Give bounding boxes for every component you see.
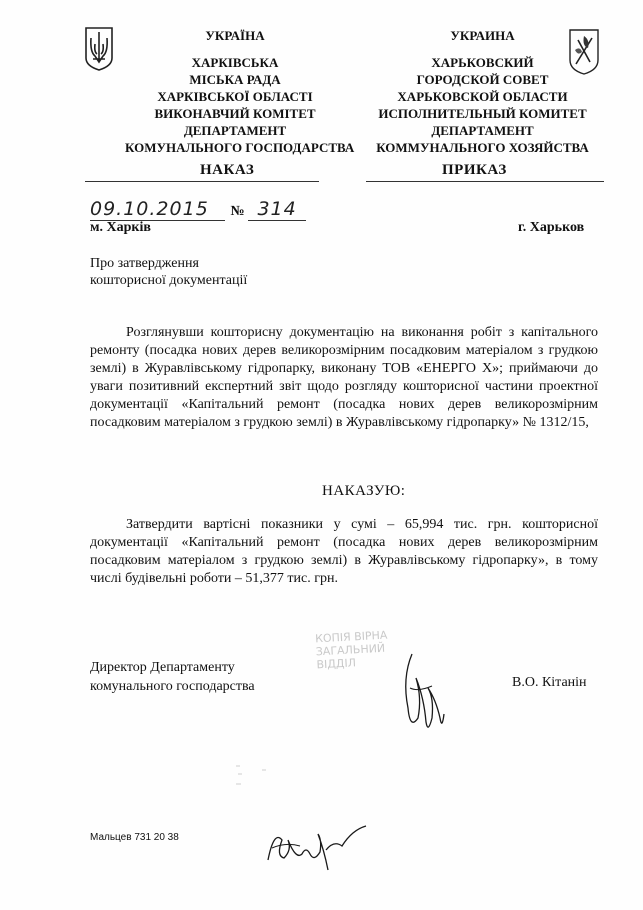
stamp-line: ВІДДІЛ — [316, 656, 357, 672]
divider-left — [85, 181, 319, 182]
header-right-line: ИСПОЛНИТЕЛЬНЫЙ КОМИТЕТ — [378, 106, 587, 121]
trident-emblem-icon — [84, 26, 114, 72]
doc-type-ua: НАКАЗ — [200, 162, 255, 178]
order-date: 09.10.2015 — [90, 198, 225, 221]
header-right-line: ГОРОДСКОЙ СОВЕТ — [416, 72, 549, 87]
preamble-text: Розглянувши кошторисну документацію на виконання робіт з капітального ремонту (посадка нових дерев великорозмірним посадковим матеріалом з грудкою землі) в Журавлівському гідропарку, виконану ТОВ «ЕНЕРГО Х»; приймаючи до уваги позитивний експертний звіт щодо розгляду кошторисної частини проектної документації «Капітальний ремонт (посадка нових дерев великорозмірним посадковим матеріалом з грудкою землі) в Журавлівському гідропарку» № 1312/15, — [90, 325, 598, 430]
number-sign: № — [230, 204, 245, 219]
city-ua: м. Харків — [90, 220, 151, 235]
directive-text: Затвердити вартісні показники у сумі – 65,994 тис. грн. кошторисної документації «Капітальний ремонт (посадка нових дерев великорозмірним посадковим матеріалом з грудкою землі) в Журавлівському гідропарку», в тому числі будівельні роботи – 51,377 тис. грн. — [90, 517, 598, 586]
header-left-line: ХАРКІВСЬКОЇ ОБЛАСТІ — [157, 89, 313, 104]
divider-right — [366, 181, 604, 182]
director-signature — [398, 648, 448, 738]
subject-line: кошторисної документації — [90, 273, 248, 288]
country-ru: УКРАИНА — [450, 28, 515, 43]
header-right-line: ХАРЬКОВСКИЙ — [431, 55, 534, 70]
header-left-line: МІСЬКА РАДА — [189, 72, 281, 87]
subject-line: Про затвердження — [90, 256, 199, 271]
executor-signature — [262, 810, 372, 880]
signatory-name: В.О. Кітанін — [512, 675, 587, 690]
order-word: НАКАЗУЮ: — [322, 483, 406, 499]
copy-stamp — [315, 628, 407, 681]
preamble-paragraph — [90, 324, 598, 432]
executor-contact: Мальцев 731 20 38 — [90, 832, 179, 843]
header-right — [365, 27, 600, 156]
header-right-line: КОММУНАЛЬНОГО ХОЗЯЙСТВА — [376, 140, 589, 155]
header-left-line: ХАРКІВСЬКА — [191, 55, 279, 70]
header-left-line: ВИКОНАВЧИЙ КОМІТЕТ — [154, 106, 316, 121]
position-line: Директор Департаменту — [90, 660, 235, 675]
header-left-line: ДЕПАРТАМЕНТ — [183, 123, 287, 138]
position-line: комунального господарства — [90, 679, 255, 694]
order-subject — [90, 255, 247, 289]
scan-marks — [232, 760, 292, 800]
header-left — [125, 27, 355, 156]
order-number: 314 — [248, 198, 306, 221]
city-ru: г. Харьков — [518, 220, 585, 235]
header-right-line: ДЕПАРТАМЕНТ — [431, 123, 534, 138]
doc-type-ru: ПРИКАЗ — [442, 162, 507, 178]
header-left-line: КОМУНАЛЬНОГО ГОСПОДАРСТВА — [125, 140, 355, 155]
stamp-line: ЗАГАЛЬНИЙ — [315, 641, 386, 659]
directive-paragraph — [90, 516, 598, 588]
country-ua: УКРАЇНА — [205, 28, 265, 43]
signatory-position — [90, 658, 255, 696]
order-date-number — [90, 198, 306, 221]
stamp-line: КОПІЯ ВІРНА — [314, 628, 388, 646]
header-right-line: ХАРЬКОВСКОЙ ОБЛАСТИ — [397, 89, 568, 104]
